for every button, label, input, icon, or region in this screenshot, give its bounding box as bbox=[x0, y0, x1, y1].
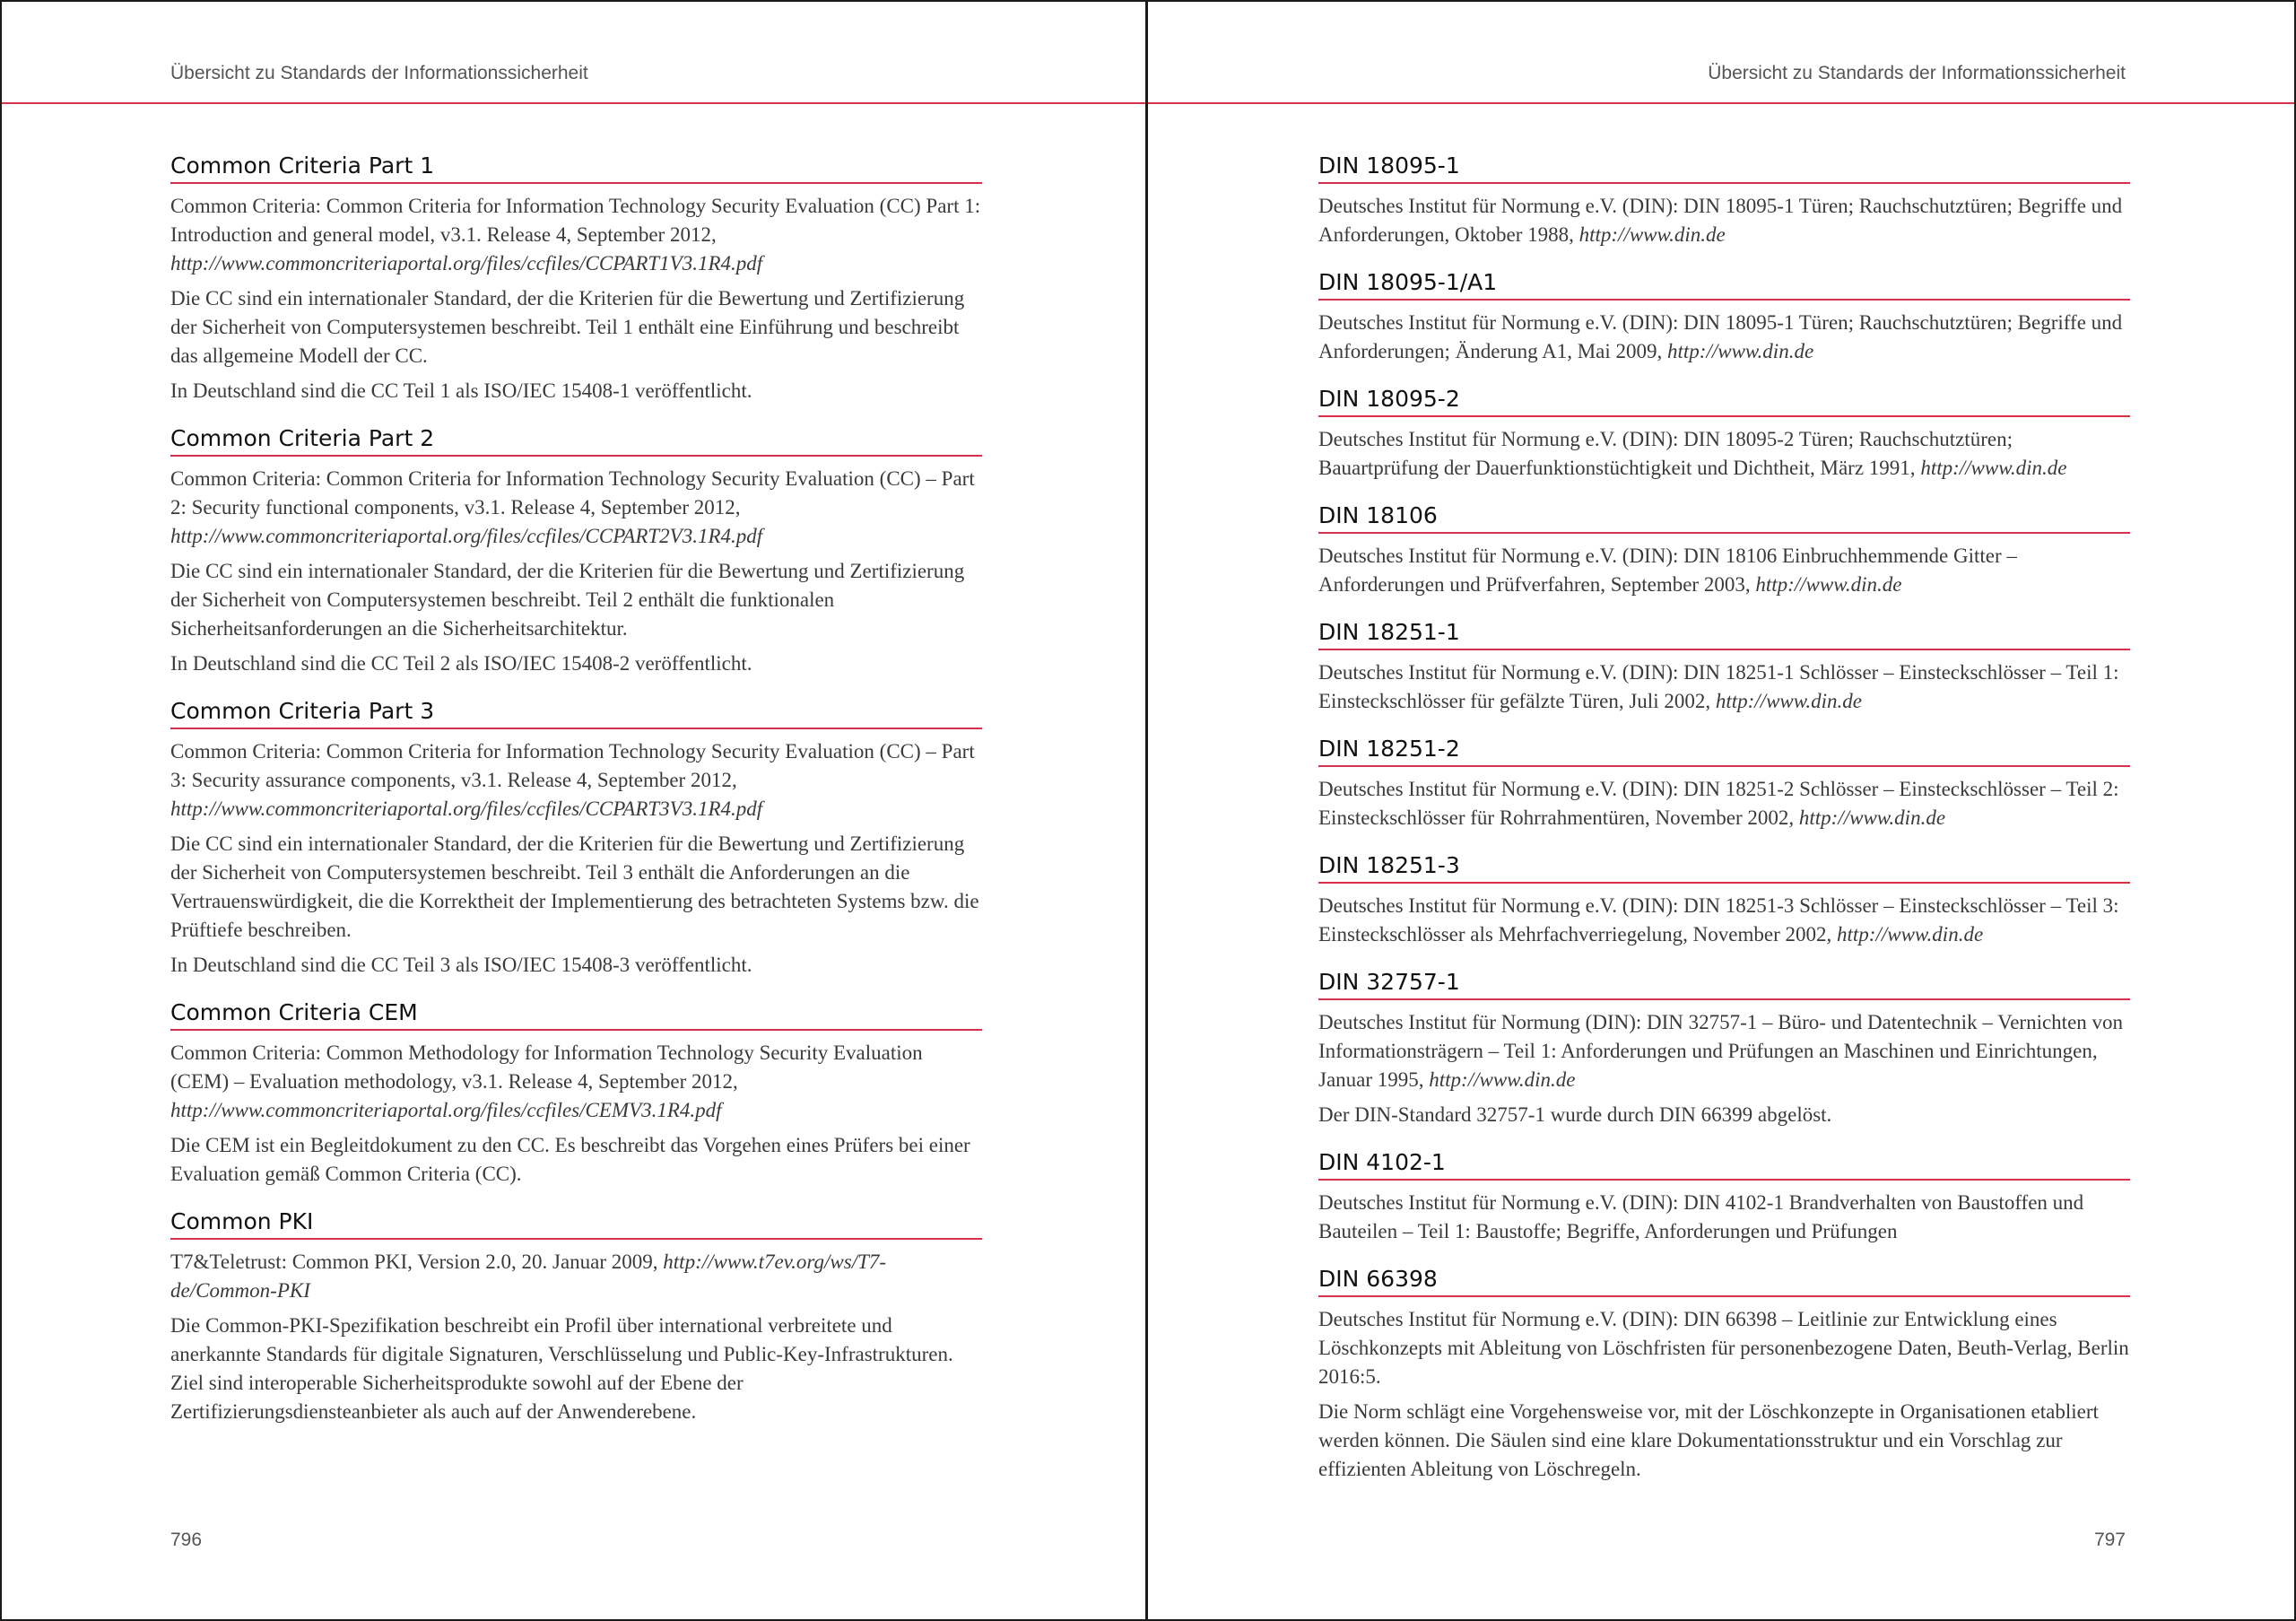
standard-entry bbox=[1318, 617, 2130, 716]
page-number: 797 bbox=[2093, 1529, 2126, 1550]
citation-text: Deutsches Institut für Normung (DIN): DIN 32757-1 – Büro- und Datentechnik – Vernichten von Informationsträgern – Teil 1: Anforderungen und Prüfungen an Maschinen und Einrichtungen, Januar 1995, bbox=[1318, 1011, 2124, 1091]
entry-title: Common Criteria Part 2 bbox=[170, 423, 982, 457]
citation-text: Deutsches Institut für Normung e.V. (DIN): DIN 18251-3 Schlösser – Einsteckschlösser – Teil 3: Einsteckschlösser als Mehrfachverriegelung, November 2002, bbox=[1318, 894, 2119, 946]
citation-url: http://www.din.de bbox=[1798, 806, 1946, 829]
citation-url: http://www.din.de bbox=[1578, 223, 1726, 246]
entry-citation bbox=[170, 737, 982, 824]
entry-citation bbox=[1318, 542, 2130, 599]
citation-url: http://www.din.de bbox=[1920, 457, 2067, 479]
citation-text: Deutsches Institut für Normung e.V. (DIN): DIN 18095-2 Türen; Rauchschutztüren; Bauartprüfung der Dauerfunktionstüchtigkeit und Dichtheit, März 1991, bbox=[1318, 428, 2013, 479]
citation-text: Common Criteria: Common Methodology for Information Technology Security Evaluation (CEM) – Evaluation methodology, v3.1. Release 4, September 2012, bbox=[170, 1041, 923, 1093]
entry-title: DIN 4102-1 bbox=[1318, 1147, 2130, 1181]
entry-title: Common Criteria CEM bbox=[170, 998, 982, 1031]
citation-text: Deutsches Institut für Normung e.V. (DIN): DIN 18095-1 Türen; Rauchschutztüren; Begriffe und Anforderungen, Oktober 1988, bbox=[1318, 195, 2123, 246]
entry-citation bbox=[1318, 1305, 2130, 1391]
standard-entry bbox=[1318, 501, 2130, 599]
left-page-content bbox=[170, 151, 982, 1444]
standard-entry bbox=[1318, 1264, 2130, 1484]
entry-citation bbox=[1318, 892, 2130, 949]
citation-text: T7&Teletrust: Common PKI, Version 2.0, 20. Januar 2009, bbox=[170, 1251, 658, 1273]
entry-description: Die CC sind ein internationaler Standard, der die Kriterien für die Bewertung und Zertifizierung der Sicherheit von Computersystemen beschreibt. Teil 2 enthält die funktionalen Sicherheitsanforderungen an die Sicherheitsarchitektur. bbox=[170, 560, 965, 640]
entry-citation bbox=[170, 1039, 982, 1125]
citation-text: Deutsches Institut für Normung e.V. (DIN): DIN 18251-1 Schlösser – Einsteckschlösser – Teil 1: Einsteckschlösser für gefälzte Türen, Juli 2002, bbox=[1318, 661, 2119, 712]
citation-text: Deutsches Institut für Normung e.V. (DIN): DIN 18106 Einbruchhemmende Gitter – Anforderungen und Prüfverfahren, September 2003, bbox=[1318, 545, 2017, 596]
standard-entry bbox=[1318, 850, 2130, 949]
page-number: 796 bbox=[170, 1529, 203, 1550]
entry-citation bbox=[1318, 658, 2130, 716]
standard-entry bbox=[170, 998, 982, 1189]
citation-text: Deutsches Institut für Normung e.V. (DIN): DIN 4102-1 Brandverhalten von Baustoffen und Bauteilen – Teil 1: Baustoffe; Begriffe, Anforderungen und Prüfungen bbox=[1318, 1191, 2084, 1242]
entry-title: DIN 18095-2 bbox=[1318, 384, 2130, 417]
standard-entry bbox=[1318, 967, 2130, 1129]
entry-description: In Deutschland sind die CC Teil 3 als ISO/IEC 15408-3 veröffentlicht. bbox=[170, 954, 752, 976]
standard-entry bbox=[1318, 151, 2130, 249]
citation-url: http://www.din.de bbox=[1667, 340, 1814, 362]
citation-text: Deutsches Institut für Normung e.V. (DIN): DIN 18251-2 Schlösser – Einsteckschlösser – Teil 2: Einsteckschlösser für Rohrrahmentüren, November 2002, bbox=[1318, 778, 2119, 829]
entry-title: DIN 18106 bbox=[1318, 501, 2130, 534]
right-page bbox=[1148, 2, 2294, 1619]
running-head: Übersicht zu Standards der Informationssicherheit bbox=[1708, 63, 2126, 83]
citation-text: Deutsches Institut für Normung e.V. (DIN): DIN 66398 – Leitlinie zur Entwicklung eines Löschkonzepts mit Ableitung von Löschfristen für personenbezogene Daten, Beuth-Verlag, Berlin 2016:5. bbox=[1318, 1308, 2129, 1388]
entry-title: DIN 32757-1 bbox=[1318, 967, 2130, 1000]
entry-citation bbox=[170, 465, 982, 551]
entry-citation bbox=[170, 192, 982, 278]
standard-entry bbox=[1318, 267, 2130, 366]
header-rule bbox=[2, 102, 1145, 104]
entry-title: DIN 18251-1 bbox=[1318, 617, 2130, 650]
citation-url: http://www.t7ev.org/ws/T7-de/Common-PKI bbox=[170, 1251, 887, 1302]
entry-title: DIN 18095-1 bbox=[1318, 151, 2130, 184]
entry-title: Common PKI bbox=[170, 1207, 982, 1240]
entry-description: Die CEM ist ein Begleitdokument zu den CC. Es beschreibt das Vorgehen eines Prüfers bei einer Evaluation gemäß Common Criteria (CC). bbox=[170, 1134, 970, 1185]
citation-url: http://www.commoncriteriaportal.org/files/ccfiles/CCPART3V3.1R4.pdf bbox=[170, 797, 763, 820]
entry-description: Der DIN-Standard 32757-1 wurde durch DIN 66399 abgelöst. bbox=[1318, 1103, 1832, 1126]
left-page bbox=[2, 2, 1148, 1619]
header-rule bbox=[1148, 102, 2294, 104]
entry-description: Die Norm schlägt eine Vorgehensweise vor, mit der Löschkonzepte in Organisationen etabliert werden können. Die Säulen sind eine klare Dokumentationsstruktur und ein Vorschlag zur effizienten Ableitung von Löschregeln. bbox=[1318, 1400, 2099, 1480]
standard-entry bbox=[170, 1207, 982, 1426]
citation-url: http://www.din.de bbox=[1837, 923, 1984, 946]
entry-citation bbox=[1318, 775, 2130, 832]
citation-url: http://www.din.de bbox=[1715, 690, 1862, 712]
citation-url: http://www.din.de bbox=[1429, 1068, 1576, 1091]
citation-text: Common Criteria: Common Criteria for Information Technology Security Evaluation (CC) Part 1: Introduction and general model, v3.1. Release 4, September 2012, bbox=[170, 195, 981, 246]
citation-text: Deutsches Institut für Normung e.V. (DIN): DIN 18095-1 Türen; Rauchschutztüren; Begriffe und Anforderungen; Änderung A1, Mai 2009, bbox=[1318, 311, 2123, 362]
entry-title: DIN 18095-1/A1 bbox=[1318, 267, 2130, 301]
entry-title: DIN 18251-2 bbox=[1318, 734, 2130, 767]
citation-text: Common Criteria: Common Criteria for Information Technology Security Evaluation (CC) – Part 3: Security assurance components, v3.1. Release 4, September 2012, bbox=[170, 740, 975, 791]
entry-description: In Deutschland sind die CC Teil 2 als ISO/IEC 15408-2 veröffentlicht. bbox=[170, 652, 752, 675]
citation-url: http://www.commoncriteriaportal.org/files/ccfiles/CCPART2V3.1R4.pdf bbox=[170, 525, 763, 547]
standard-entry bbox=[1318, 1147, 2130, 1246]
entry-title: DIN 18251-3 bbox=[1318, 850, 2130, 884]
entry-citation bbox=[1318, 1008, 2130, 1094]
standard-entry bbox=[1318, 734, 2130, 832]
running-head: Übersicht zu Standards der Informationssicherheit bbox=[170, 63, 588, 83]
entry-citation bbox=[1318, 309, 2130, 366]
standard-entry bbox=[170, 423, 982, 678]
citation-text: Common Criteria: Common Criteria for Information Technology Security Evaluation (CC) – Part 2: Security functional components, v3.1. Release 4, September 2012, bbox=[170, 467, 975, 519]
entry-citation bbox=[1318, 425, 2130, 483]
entry-description: Die Common-PKI-Spezifikation beschreibt ein Profil über international verbreitete und anerkannte Standards für digitale Signaturen, Verschlüsselung und Public-Key-Infrastrukturen. Ziel sind interoperable Sicherheitsprodukte sowohl auf der Ebene der Zertifizierungsdiensteanbieter als auch auf der Anwenderebene. bbox=[170, 1314, 953, 1423]
entry-citation bbox=[1318, 1189, 2130, 1246]
right-page-content bbox=[1318, 151, 2130, 1502]
entry-title: Common Criteria Part 3 bbox=[170, 696, 982, 729]
standard-entry bbox=[170, 151, 982, 405]
standard-entry bbox=[1318, 384, 2130, 483]
entry-title: DIN 66398 bbox=[1318, 1264, 2130, 1297]
standard-entry bbox=[170, 696, 982, 980]
entry-description: Die CC sind ein internationaler Standard, der die Kriterien für die Bewertung und Zertifizierung der Sicherheit von Computersystemen beschreibt. Teil 3 enthält die Anforderungen an die Vertrauenswürdigkeit, die die Korrektheit der Implementierung des betrachteten Systems bzw. die Prüftiefe beschreiben. bbox=[170, 832, 979, 941]
citation-url: http://www.din.de bbox=[1755, 573, 1902, 596]
entry-citation bbox=[1318, 192, 2130, 249]
entry-description: In Deutschland sind die CC Teil 1 als ISO/IEC 15408-1 veröffentlicht. bbox=[170, 379, 752, 402]
citation-url: http://www.commoncriteriaportal.org/files/ccfiles/CEMV3.1R4.pdf bbox=[170, 1099, 722, 1121]
citation-url: http://www.commoncriteriaportal.org/files/ccfiles/CCPART1V3.1R4.pdf bbox=[170, 252, 763, 275]
entry-citation bbox=[170, 1248, 982, 1305]
entry-description: Die CC sind ein internationaler Standard, der die Kriterien für die Bewertung und Zertifizierung der Sicherheit von Computersystemen beschreibt. Teil 1 enthält eine Einführung und beschreibt das allgemeine Modell der CC. bbox=[170, 287, 965, 367]
entry-title: Common Criteria Part 1 bbox=[170, 151, 982, 184]
